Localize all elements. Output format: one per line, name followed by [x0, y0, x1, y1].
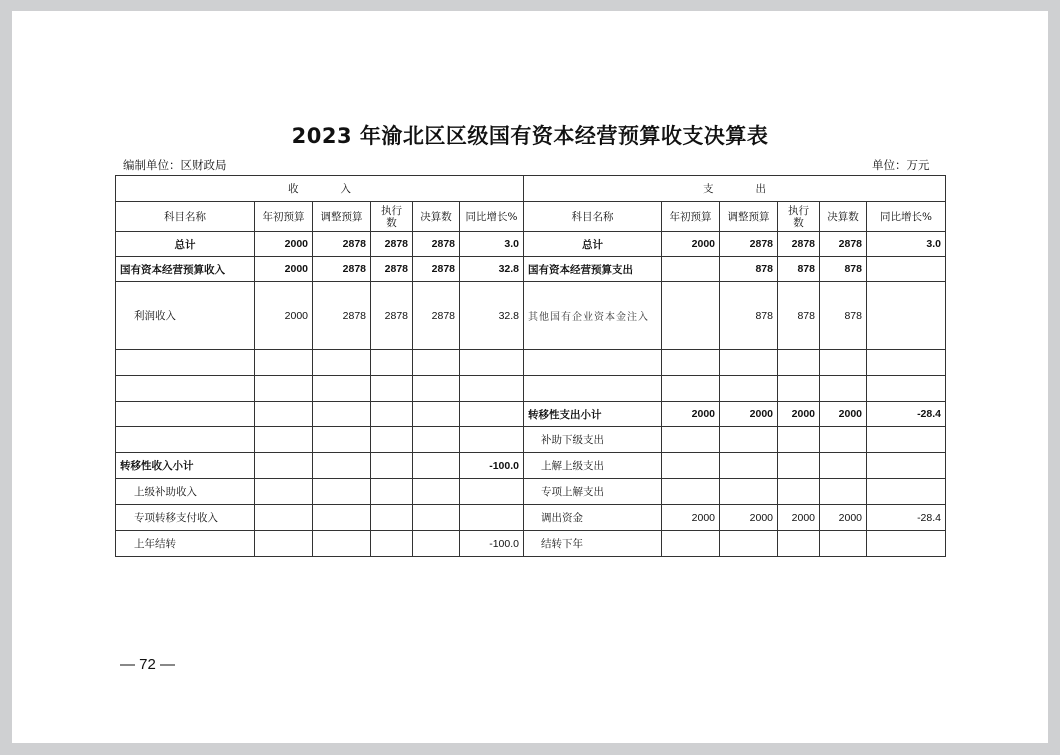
- expense-item-name: 上解上级支出: [524, 453, 662, 479]
- expense-yoy-growth: 3.0: [867, 232, 946, 257]
- expense-initial-budget: 2000: [662, 232, 720, 257]
- table-row: [116, 257, 946, 282]
- table-row: [116, 232, 946, 257]
- expense-yoy-growth: -28.4: [867, 505, 946, 531]
- expense-section-header: 支 出: [524, 176, 946, 202]
- table-row: [116, 282, 946, 350]
- income-item-name: 总计: [116, 232, 255, 257]
- expense-final-accounts: [820, 427, 867, 453]
- income-adjusted-budget: [313, 479, 371, 505]
- document-title: 2023 年渝北区区级国有资本经营预算收支决算表: [291, 124, 769, 148]
- expense-executed: 878: [778, 282, 820, 350]
- expense-executed: 2878: [778, 232, 820, 257]
- expense-final-accounts: 2000: [820, 402, 867, 427]
- income-executed: [371, 479, 413, 505]
- expense-adjusted-budget: [720, 453, 778, 479]
- income-yoy-growth: [460, 479, 524, 505]
- income-adjusted-budget: 2878: [313, 232, 371, 257]
- income-item-name: [116, 402, 255, 427]
- expense-adjusted-budget: 2878: [720, 232, 778, 257]
- expense-initial-budget: 2000: [662, 505, 720, 531]
- income-final-accounts: [413, 402, 460, 427]
- expense-executed: [778, 453, 820, 479]
- income-final-accounts: 2878: [413, 282, 460, 350]
- table-row: [116, 531, 946, 557]
- expense-final-accounts: [820, 531, 867, 557]
- expense-yoy-growth: [867, 453, 946, 479]
- table-row: [116, 402, 946, 427]
- expense-adjusted-budget: 878: [720, 282, 778, 350]
- table-row: [116, 479, 946, 505]
- income-yoy-growth: -100.0: [460, 531, 524, 557]
- income-adjusted-budget: [313, 350, 371, 376]
- income-item-name: 国有资本经营预算收入: [116, 257, 255, 282]
- expense-final-accounts: [820, 376, 867, 402]
- income-item-name: [116, 427, 255, 453]
- income-final-accounts: [413, 427, 460, 453]
- income-item-name: 专项转移支付收入: [116, 505, 255, 531]
- unit-label: 单位：万元: [872, 158, 930, 172]
- income-section-header: 收 入: [116, 176, 524, 202]
- table-row: [116, 350, 946, 376]
- expense-yoy-growth: [867, 479, 946, 505]
- expense-final-accounts: 878: [820, 282, 867, 350]
- expense-adjusted-budget: [720, 376, 778, 402]
- expense-final-accounts: 878: [820, 257, 867, 282]
- income-yoy-growth: 3.0: [460, 232, 524, 257]
- expense-adjusted-budget: 2000: [720, 402, 778, 427]
- expense-initial-budget: [662, 282, 720, 350]
- expense-final-accounts: 2878: [820, 232, 867, 257]
- income-yoy-growth: 32.8: [460, 282, 524, 350]
- expense-initial-budget: [662, 531, 720, 557]
- income-final-accounts: [413, 376, 460, 402]
- income-item-name: 上级补助收入: [116, 479, 255, 505]
- col-header-initial-budget: 年初预算: [255, 202, 313, 232]
- expense-item-name: 补助下级支出: [524, 427, 662, 453]
- column-header-row: [116, 202, 946, 232]
- expense-initial-budget: [662, 257, 720, 282]
- expense-initial-budget: [662, 427, 720, 453]
- income-executed: [371, 350, 413, 376]
- expense-executed: [778, 479, 820, 505]
- income-executed: [371, 427, 413, 453]
- income-item-name: [116, 350, 255, 376]
- col-header-executed: [371, 202, 413, 232]
- income-executed: [371, 376, 413, 402]
- income-yoy-growth: [460, 376, 524, 402]
- income-executed: 2878: [371, 257, 413, 282]
- income-initial-budget: [255, 531, 313, 557]
- table-row: [116, 427, 946, 453]
- expense-final-accounts: [820, 350, 867, 376]
- income-yoy-growth: 32.8: [460, 257, 524, 282]
- income-adjusted-budget: [313, 402, 371, 427]
- income-item-name: 利润收入: [116, 282, 255, 350]
- col-header-adjusted-budget: 调整预算: [720, 202, 778, 232]
- expense-initial-budget: [662, 479, 720, 505]
- income-adjusted-budget: [313, 505, 371, 531]
- col-header-yoy-growth: 同比增长%: [460, 202, 524, 232]
- expense-yoy-growth: [867, 282, 946, 350]
- expense-final-accounts: 2000: [820, 505, 867, 531]
- expense-final-accounts: [820, 453, 867, 479]
- expense-executed: 2000: [778, 505, 820, 531]
- expense-initial-budget: [662, 350, 720, 376]
- expense-executed: 2000: [778, 402, 820, 427]
- income-adjusted-budget: [313, 376, 371, 402]
- income-final-accounts: 2878: [413, 257, 460, 282]
- income-final-accounts: [413, 453, 460, 479]
- income-executed: [371, 505, 413, 531]
- income-yoy-growth: [460, 402, 524, 427]
- expense-adjusted-budget: 878: [720, 257, 778, 282]
- col-header-executed-line2: 数: [386, 216, 397, 229]
- expense-yoy-growth: [867, 427, 946, 453]
- expense-yoy-growth: [867, 350, 946, 376]
- table-row: [116, 376, 946, 402]
- expense-item-name: [524, 376, 662, 402]
- expense-adjusted-budget: 2000: [720, 505, 778, 531]
- col-header-name: 科目名称: [116, 202, 255, 232]
- table-row: [116, 453, 946, 479]
- income-executed: 2878: [371, 232, 413, 257]
- expense-item-name: 专项上解支出: [524, 479, 662, 505]
- section-header-row: [116, 176, 946, 202]
- income-item-name: 上年结转: [116, 531, 255, 557]
- income-initial-budget: [255, 427, 313, 453]
- expense-item-name: 转移性支出小计: [524, 402, 662, 427]
- income-initial-budget: [255, 453, 313, 479]
- income-executed: 2878: [371, 282, 413, 350]
- income-final-accounts: [413, 531, 460, 557]
- income-executed: [371, 531, 413, 557]
- expense-adjusted-budget: [720, 479, 778, 505]
- col-header-final-accounts: 决算数: [413, 202, 460, 232]
- income-initial-budget: 2000: [255, 232, 313, 257]
- expense-initial-budget: [662, 376, 720, 402]
- income-initial-budget: [255, 479, 313, 505]
- col-header-executed: [778, 202, 820, 232]
- expense-yoy-growth: [867, 376, 946, 402]
- expense-adjusted-budget: [720, 427, 778, 453]
- income-adjusted-budget: 2878: [313, 257, 371, 282]
- income-yoy-growth: -100.0: [460, 453, 524, 479]
- income-adjusted-budget: 2878: [313, 282, 371, 350]
- col-header-final-accounts: 决算数: [820, 202, 867, 232]
- income-final-accounts: [413, 479, 460, 505]
- expense-executed: 878: [778, 257, 820, 282]
- expense-executed: [778, 427, 820, 453]
- expense-yoy-growth: -28.4: [867, 402, 946, 427]
- expense-item-name: 总计: [524, 232, 662, 257]
- expense-final-accounts: [820, 479, 867, 505]
- col-header-executed-line2: 数: [793, 216, 804, 229]
- expense-item-name: 结转下年: [524, 531, 662, 557]
- table-row: [116, 505, 946, 531]
- col-header-executed-line1: 执行: [381, 204, 402, 217]
- col-header-name: 科目名称: [524, 202, 662, 232]
- page-number: — 72 —: [120, 656, 176, 673]
- col-header-initial-budget: 年初预算: [662, 202, 720, 232]
- income-initial-budget: [255, 402, 313, 427]
- expense-item-name: 国有资本经营预算支出: [524, 257, 662, 282]
- expense-adjusted-budget: [720, 350, 778, 376]
- income-item-name: [116, 376, 255, 402]
- income-yoy-growth: [460, 505, 524, 531]
- income-initial-budget: 2000: [255, 257, 313, 282]
- income-yoy-growth: [460, 427, 524, 453]
- income-yoy-growth: [460, 350, 524, 376]
- expense-yoy-growth: [867, 531, 946, 557]
- expense-item-name: 调出资金: [524, 505, 662, 531]
- expense-yoy-growth: [867, 257, 946, 282]
- expense-adjusted-budget: [720, 531, 778, 557]
- income-initial-budget: [255, 376, 313, 402]
- income-initial-budget: [255, 350, 313, 376]
- expense-executed: [778, 350, 820, 376]
- income-initial-budget: [255, 505, 313, 531]
- income-initial-budget: 2000: [255, 282, 313, 350]
- expense-item-name: 其他国有企业资本金注入: [524, 282, 662, 350]
- income-executed: [371, 402, 413, 427]
- expense-initial-budget: 2000: [662, 402, 720, 427]
- compiler-label: 编制单位：区财政局: [123, 158, 227, 172]
- income-adjusted-budget: [313, 453, 371, 479]
- expense-executed: [778, 376, 820, 402]
- income-final-accounts: [413, 350, 460, 376]
- income-final-accounts: [413, 505, 460, 531]
- expense-item-name: [524, 350, 662, 376]
- income-adjusted-budget: [313, 531, 371, 557]
- col-header-yoy-growth: 同比增长%: [867, 202, 946, 232]
- expense-initial-budget: [662, 453, 720, 479]
- col-header-adjusted-budget: 调整预算: [313, 202, 371, 232]
- income-adjusted-budget: [313, 427, 371, 453]
- income-item-name: 转移性收入小计: [116, 453, 255, 479]
- income-final-accounts: 2878: [413, 232, 460, 257]
- budget-table: [115, 175, 946, 557]
- col-header-executed-line1: 执行: [788, 204, 809, 217]
- expense-executed: [778, 531, 820, 557]
- income-executed: [371, 453, 413, 479]
